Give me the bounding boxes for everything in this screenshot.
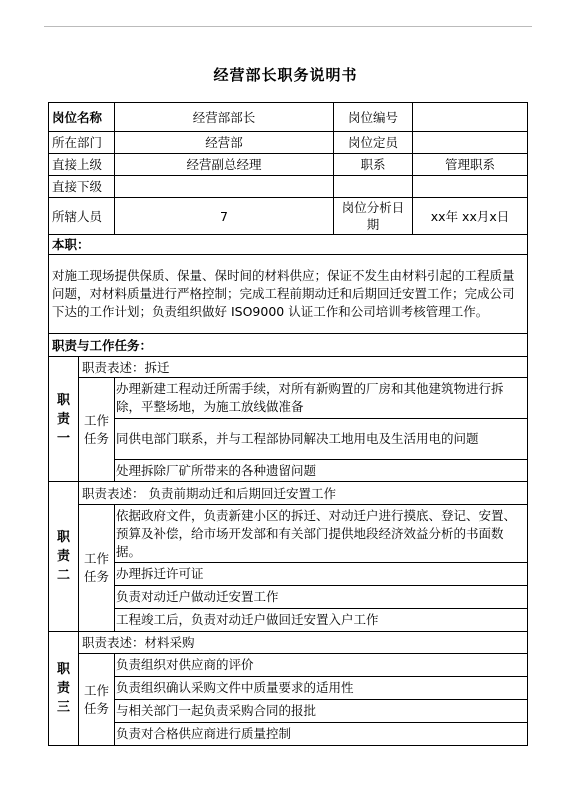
duty2-item-1: 依据政府文件，负责新建小区的拆迁、对动迁户进行摸底、登记、安置、预算及补偿，给市场开发部和有关部门提供地段经济效益分析的书面数据。: [115, 505, 528, 563]
row-duty-header: [49, 235, 528, 255]
value-analysis-date: xx年 xx月x日: [413, 198, 528, 235]
header-rule: [44, 26, 532, 27]
duty1-item-row: [49, 419, 528, 460]
document-title: 经营部长职务说明书: [213, 66, 358, 84]
row-tasks-header: [49, 334, 528, 357]
duty3-item-row: [49, 677, 528, 700]
duty3-summary: 职责表述：材料采购: [79, 632, 528, 654]
duty2-item-row: [49, 586, 528, 609]
value-subordinate: [115, 176, 334, 198]
duty2-item-2: 办理拆迁许可证: [115, 563, 528, 586]
value-position-code: [413, 103, 528, 132]
label-analysis-date-line1: 岗位分析日: [341, 200, 405, 215]
duty3-item-2: 负责组织确认采购文件中质量要求的适用性: [115, 677, 528, 700]
row-duty-text: [49, 255, 528, 334]
duty3-item-row: [49, 654, 528, 677]
job-description-table: [48, 102, 528, 746]
duty3-item-4: 负责对合格供应商进行质量控制: [115, 723, 528, 746]
duty1-summary: 职责表述：拆迁: [79, 357, 528, 378]
duty2-item-row: [49, 505, 528, 563]
duty1-summary-row: [49, 357, 528, 378]
row-department: [49, 132, 528, 154]
label-job-family: 职系: [334, 154, 413, 176]
duty1-item-2: 同供电部门联系，并与工程部协同解决工地用电及生活用电的问题: [115, 419, 528, 460]
row-staff: [49, 198, 528, 235]
duty2-item-4: 工程竣工后，负责对动迁户做回迁安置入户工作: [115, 609, 528, 632]
label-analysis-date: [334, 198, 413, 235]
duty2-item-row: [49, 563, 528, 586]
duty3-item-row: [49, 723, 528, 746]
value-superior: 经营副总经理: [115, 154, 334, 176]
value-position-name: 经营部部长: [115, 103, 334, 132]
label-analysis-date-line2: 期: [366, 217, 380, 232]
duty3-item-row: [49, 700, 528, 723]
label-subordinate: 直接下级: [49, 176, 115, 198]
duty1-task-label: 工作 任务: [79, 378, 115, 482]
duty-text: 对施工现场提供保质、保量、保时间的材料供应；保证不发生由材料引起的工程质量问题，对材料质量进行严格控制；完成工程前期动迁和后期回迁安置工作；完成公司下达的工作计划；负责组织做好 ISO9000 认证工作和公司培训考核管理工作。: [49, 255, 528, 334]
duty1-item-1: 办理新建工程动迁所需手续，对所有新购置的厂房和其他建筑物进行拆除，平整场地，为施工放线做准备: [115, 378, 528, 419]
label-superior: 直接上级: [49, 154, 115, 176]
empty-cell: [413, 176, 528, 198]
duty2-item-3: 负责对动迁户做动迁安置工作: [115, 586, 528, 609]
tasks-header: 职责与工作任务：: [49, 334, 528, 357]
value-job-family: 管理职系: [413, 154, 528, 176]
label-position-code: 岗位编号: [334, 103, 413, 132]
duty2-task-label: 工作 任务: [79, 505, 115, 632]
duty2-name: 职 责 二: [49, 482, 79, 632]
label-headcount: 岗位定员: [334, 132, 413, 154]
label-department: 所在部门: [49, 132, 115, 154]
row-superior: [49, 154, 528, 176]
duty1-item-row: [49, 378, 528, 419]
value-headcount: [413, 132, 528, 154]
value-staff: 7: [115, 198, 334, 235]
duty3-item-1: 负责组织对供应商的评价: [115, 654, 528, 677]
value-department: 经营部: [115, 132, 334, 154]
duty3-summary-row: [49, 632, 528, 654]
row-subordinate: [49, 176, 528, 198]
empty-cell: [334, 176, 413, 198]
duty2-summary: 职责表述： 负责前期动迁和后期回迁安置工作: [79, 482, 528, 505]
duty1-item-3: 处理拆除厂矿所带来的各种遗留问题: [115, 460, 528, 482]
duty2-summary-row: [49, 482, 528, 505]
duty1-name: 职 责 一: [49, 357, 79, 482]
label-position-name: 岗位名称: [49, 103, 115, 132]
duty2-item-row: [49, 609, 528, 632]
duty1-item-row: [49, 460, 528, 482]
duty3-item-3: 与相关部门一起负责采购合同的报批: [115, 700, 528, 723]
row-position-name: [49, 103, 528, 132]
label-staff: 所辖人员: [49, 198, 115, 235]
duty-header: 本职：: [49, 235, 528, 255]
duty3-name: 职 责 三: [49, 632, 79, 746]
duty3-task-label: 工作 任务: [79, 654, 115, 746]
